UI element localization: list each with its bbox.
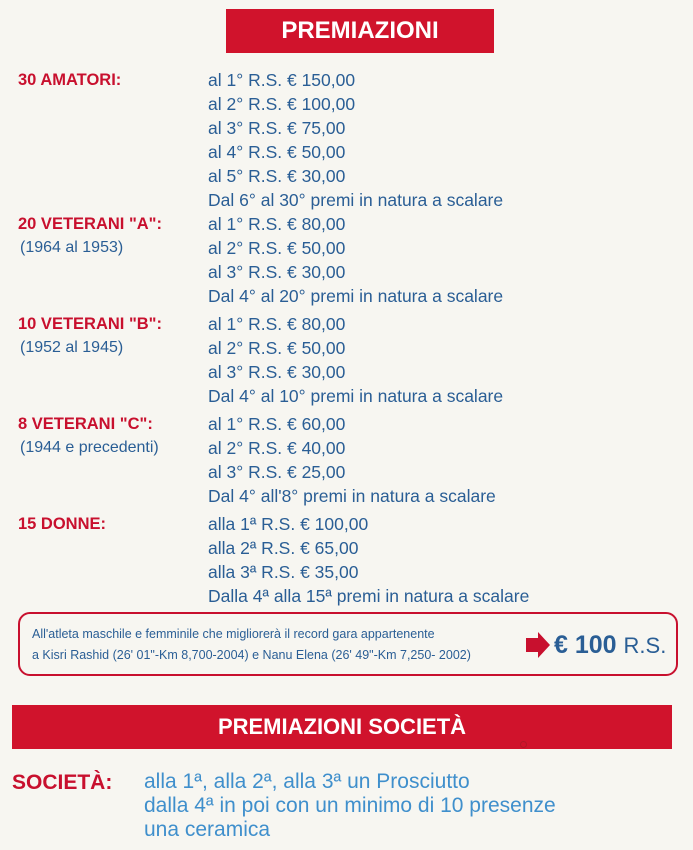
circle-mark-icon — [520, 741, 527, 748]
category-years: (1944 e precedenti) — [20, 439, 159, 456]
premiazioni-societa-banner — [12, 705, 672, 749]
arrow-right-icon — [526, 632, 550, 658]
prize-line: alla 1ª R.S. € 100,00 — [208, 514, 369, 534]
category-years: (1952 al 1945) — [20, 339, 124, 356]
category-name: 8 VETERANI "C": — [18, 415, 153, 433]
premiazioni-title-banner — [226, 9, 494, 53]
societa-line-1: alla 1ª, alla 2ª, alla 3ª un Prosciutto — [144, 770, 470, 793]
prize-line: al 1° R.S. € 80,00 — [208, 314, 346, 334]
prize-line: al 1° R.S. € 80,00 — [208, 214, 346, 234]
prize-line: Dal 4° al 20° premi in natura a scalare — [208, 286, 504, 306]
category-name: 20 VETERANI "A": — [18, 215, 163, 233]
record-prize-amount: € 100 — [554, 631, 617, 659]
prize-line: al 1° R.S. € 150,00 — [208, 70, 356, 90]
category-name: 10 VETERANI "B": — [18, 315, 163, 333]
premiazioni-title: PREMIAZIONI — [281, 17, 439, 44]
record-prize — [554, 628, 666, 663]
prize-line: Dal 4° al 10° premi in natura a scalare — [208, 386, 504, 406]
prize-line: al 3° R.S. € 30,00 — [208, 362, 346, 382]
category-name: 15 DONNE: — [18, 515, 107, 533]
category-years: (1964 al 1953) — [20, 239, 124, 256]
record-bonus-box — [18, 612, 678, 676]
prize-line: al 5° R.S. € 30,00 — [208, 166, 346, 186]
prize-line: Dal 6° al 30° premi in natura a scalare — [208, 190, 504, 210]
prize-line: Dal 4° all'8° premi in natura a scalare — [208, 486, 496, 506]
prize-line: al 3° R.S. € 30,00 — [208, 262, 346, 282]
record-description — [32, 624, 522, 666]
prize-line: al 2° R.S. € 40,00 — [208, 438, 346, 458]
prize-line: al 2° R.S. € 50,00 — [208, 238, 346, 258]
prize-list — [208, 212, 503, 308]
prize-list — [208, 312, 503, 408]
prize-line: alla 3ª R.S. € 35,00 — [208, 562, 359, 582]
record-prize-unit: R.S. — [623, 633, 667, 658]
prize-list — [208, 68, 503, 212]
societa-label: SOCIETÀ: — [12, 771, 113, 794]
category-name: 30 AMATORI: — [18, 71, 122, 89]
prize-line: al 4° R.S. € 50,00 — [208, 142, 346, 162]
prize-line: al 3° R.S. € 75,00 — [208, 118, 346, 138]
societa-prizes — [144, 770, 556, 842]
premiazioni-societa-title: PREMIAZIONI SOCIETÀ — [217, 714, 467, 739]
prize-line: al 2° R.S. € 50,00 — [208, 338, 346, 358]
prize-line: al 3° R.S. € 25,00 — [208, 462, 346, 482]
record-line-1: All'atleta maschile e femminile che migliorerà il record gara appartenente — [32, 627, 435, 641]
societa-line-3: una ceramica — [144, 818, 271, 841]
prize-line: Dalla 4ª alla 15ª premi in natura a scalare — [208, 586, 530, 606]
prize-line: al 2° R.S. € 100,00 — [208, 94, 356, 114]
societa-line-2: dalla 4ª in poi con un minimo di 10 presenze — [144, 794, 556, 817]
record-line-2: a Kisri Rashid (26' 01"-Km 8,700-2004) e Nanu Elena (26' 49"-Km 7,250- 2002) — [32, 648, 471, 662]
prize-line: alla 2ª R.S. € 65,00 — [208, 538, 359, 558]
prize-list — [208, 412, 496, 508]
prize-list — [208, 512, 529, 608]
prize-line: al 1° R.S. € 60,00 — [208, 414, 346, 434]
